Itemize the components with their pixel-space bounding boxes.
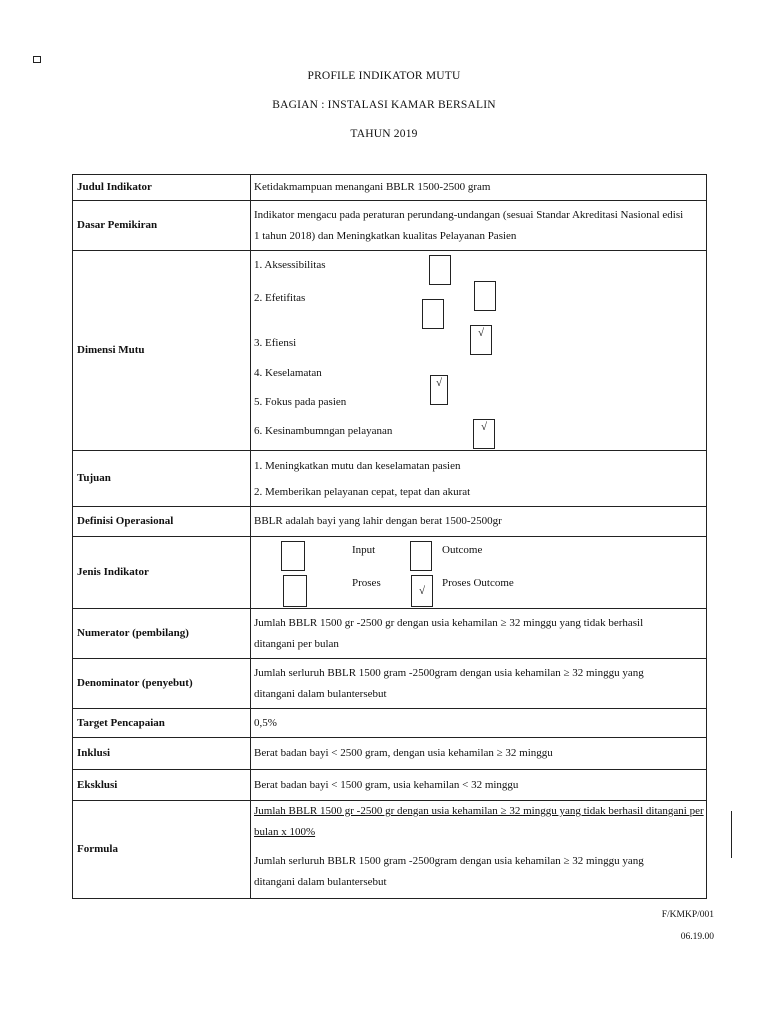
value-denominator	[251, 659, 707, 709]
checkbox-proses-outcome[interactable]: √	[411, 575, 433, 607]
jenis-proses-label: Proses	[352, 577, 381, 589]
label-numerator: Numerator (pembilang)	[73, 609, 251, 659]
row-jenis	[73, 537, 707, 609]
value-target: 0,5%	[251, 709, 707, 738]
dasar-line-2: 1 tahun 2018) dan Meningkatkan kualitas Pelayanan Pasien	[254, 229, 517, 242]
formula-right-rule	[731, 811, 732, 858]
label-eksklusi: Eksklusi	[73, 770, 251, 801]
numerator-line-2: ditangani per bulan	[254, 637, 339, 650]
jenis-proses-outcome-label: Proses Outcome	[442, 577, 514, 589]
dimensi-item-1: 1. Aksessibilitas	[254, 259, 326, 271]
value-inklusi: Berat badan bayi < 2500 gram, dengan usia kehamilan ≥ 32 minggu	[251, 738, 707, 770]
checkbox-efektifitas[interactable]	[474, 281, 496, 311]
dimensi-item-5: 5. Fokus pada pasien	[254, 396, 347, 408]
checkbox-input-left[interactable]	[281, 541, 305, 571]
year-title: TAHUN 2019	[350, 128, 418, 140]
label-target: Target Pencapaian	[73, 709, 251, 738]
form-code: F/KMKP/001	[661, 910, 714, 920]
value-tujuan	[251, 451, 707, 507]
label-dimensi: Dimensi Mutu	[73, 251, 251, 451]
value-dimensi	[251, 251, 707, 451]
value-formula	[251, 801, 707, 899]
row-judul	[73, 175, 707, 201]
row-target	[73, 709, 707, 738]
row-dimensi	[73, 251, 707, 451]
checkbox-outcome[interactable]	[410, 541, 432, 571]
value-dasar	[251, 201, 707, 251]
jenis-outcome-label: Outcome	[442, 544, 483, 556]
checkbox-proses[interactable]	[283, 575, 307, 607]
value-numerator	[251, 609, 707, 659]
numerator-line-1: Jumlah BBLR 1500 gr -2500 gr dengan usia kehamilan ≥ 32 minggu yang tidak berhasil	[254, 616, 644, 629]
label-tujuan: Tujuan	[73, 451, 251, 507]
label-dasar: Dasar Pemikiran	[73, 201, 251, 251]
row-formula	[73, 801, 707, 899]
formula-denominator-line-1: Jumlah serluruh BBLR 1500 gram -2500gram dengan usia kehamilan ≥ 32 minggu yang	[254, 855, 644, 867]
department-title: BAGIAN : INSTALASI KAMAR BERSALIN	[272, 99, 496, 111]
dimensi-item-4: 4. Keselamatan	[254, 367, 322, 379]
label-inklusi: Inklusi	[73, 738, 251, 770]
denominator-line-1: Jumlah serluruh BBLR 1500 gram -2500gram dengan usia kehamilan ≥ 32 minggu yang	[254, 666, 644, 679]
checkbox-aksessibilitas[interactable]	[429, 255, 451, 285]
label-judul: Judul Indikator	[73, 175, 251, 201]
denominator-line-2: ditangani dalam bulantersebut	[254, 687, 387, 700]
value-jenis	[251, 537, 707, 609]
tujuan-item-1: 1. Meningkatkan mutu dan keselamatan pasien	[254, 459, 461, 472]
value-judul: Ketidakmampuan menangani BBLR 1500-2500 gram	[251, 175, 707, 201]
row-denominator	[73, 659, 707, 709]
row-inklusi	[73, 738, 707, 770]
label-jenis: Jenis Indikator	[73, 537, 251, 609]
dimensi-item-2: 2. Efetifitas	[254, 292, 306, 304]
row-numerator	[73, 609, 707, 659]
row-dasar	[73, 201, 707, 251]
label-formula: Formula	[73, 801, 251, 899]
formula-numerator-line-2: bulan x 100%	[254, 826, 316, 838]
form-date: 06.19.00	[680, 932, 714, 942]
document-title: PROFILE INDIKATOR MUTU	[307, 70, 461, 82]
label-definisi: Definisi Operasional	[73, 507, 251, 537]
checkbox-kesinambungan[interactable]: √	[473, 419, 495, 449]
checkbox-fokus-pasien[interactable]: √	[430, 375, 448, 405]
label-denominator: Denominator (penyebut)	[73, 659, 251, 709]
value-definisi: BBLR adalah bayi yang lahir dengan berat 1500-2500gr	[251, 507, 707, 537]
row-eksklusi	[73, 770, 707, 801]
checkbox-efisiensi-a[interactable]	[422, 299, 444, 329]
dimensi-item-6: 6. Kesinambumngan pelayanan	[254, 425, 393, 437]
indicator-profile-table	[72, 174, 707, 899]
dimensi-item-3: 3. Efiensi	[254, 337, 297, 349]
value-eksklusi: Berat badan bayi < 1500 gram, usia kehamilan < 32 minggu	[251, 770, 707, 801]
formula-numerator-line-1: Jumlah BBLR 1500 gr -2500 gr dengan usia kehamilan ≥ 32 minggu yang tidak berhasil ditangani per	[254, 805, 704, 817]
corner-checkbox	[33, 56, 41, 63]
row-tujuan	[73, 451, 707, 507]
checkbox-efisiensi[interactable]: √	[470, 325, 492, 355]
jenis-input-label: Input	[352, 544, 376, 556]
tujuan-item-2: 2. Memberikan pelayanan cepat, tepat dan akurat	[254, 485, 471, 498]
row-definisi	[73, 507, 707, 537]
formula-denominator-line-2: ditangani dalam bulantersebut	[254, 876, 387, 888]
dasar-line-1: Indikator mengacu pada peraturan perundang-undangan (sesuai Standar Akreditasi Nasional edisi	[254, 208, 684, 221]
